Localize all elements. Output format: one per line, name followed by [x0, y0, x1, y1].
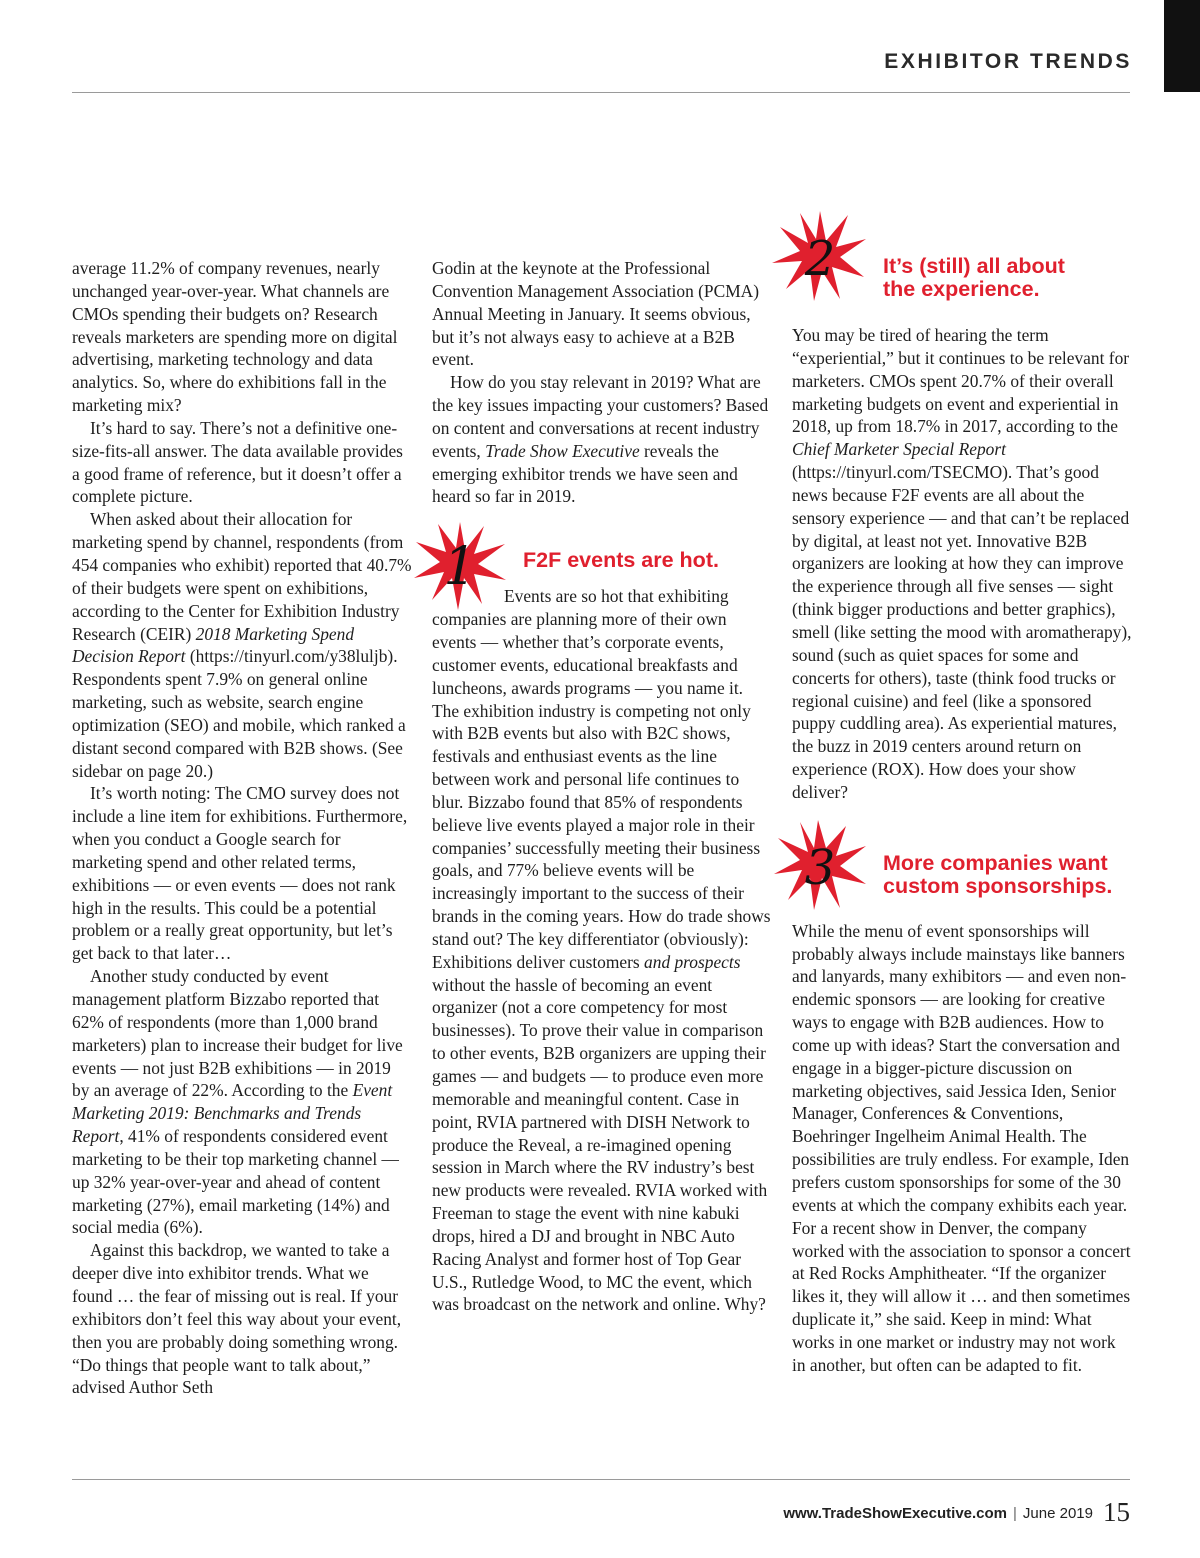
column-3	[792, 231, 1132, 1377]
heading-line: the experience.	[883, 277, 1040, 301]
red-splat-icon	[410, 514, 510, 614]
emphasis: and prospects	[644, 951, 741, 972]
paragraph	[432, 585, 772, 1316]
paragraph	[72, 508, 412, 782]
paragraph	[792, 324, 1132, 804]
paragraph: While the menu of event sponsorships will probably always include mainstays like banners and lanyards, many exhibitors — and even non-endemic sponsors — are looking for creative ways to engage with B2B audiences. How to come up with ideas? Start the conversation and engage in a bigger-picture discussion on marketing objectives, said Jessica Iden, Senior Manager, Conferences & Conventions, Boehringer Ingelheim Animal Health. The possibilities are truly endless. For example, Iden prefers custom sponsorships for some of the 30 events at which the company exhibits each year.	[792, 920, 1130, 1215]
paragraph: It’s hard to say. There’s not a definitive one-size-fits-all answer. The data available provides a good frame of reference, but it doesn’t offer a complete picture.	[72, 417, 403, 507]
red-splat-icon	[770, 205, 870, 305]
page-footer	[783, 1497, 1130, 1528]
paragraph: Godin at the keynote at the Professional Convention Management Association (PCMA) Annual Meeting in January. It seems obvious, but it’s not always easy to achieve at a B2B event.	[432, 258, 760, 370]
paragraph: It’s worth noting: The CMO survey does not include a line item for exhibitions. Furthermore, when you conduct a Google search for marketing spend and other related terms, exhibitions — or even events — does not rank high in the results. This could be a potential problem or a really great opportunity, but let’s get back to that later…	[72, 783, 408, 964]
text-run: You may be tired of hearing the term “experiential,” but it continues to be relevant for marketers. CMOs spent 20.7% of their overall marketing budgets on event and experiential in 2018, up from 18.7% in 2017, according to the	[792, 325, 1130, 437]
heading-line: It’s (still) all about	[883, 254, 1065, 278]
text-run: (https://tinyurl.com/y38luljb). Respondents spent 7.9% on general online marketing, such as website, search engine optimization (SEO) and mobile, which ranked a distant second compared with B2B shows. (See sidebar on page 20.)	[72, 646, 406, 781]
text-run: without the hassle of becoming an event organizer (not a core competency for most businesses). To prove their value in comparison to other events, B2B organizers are upping their games — and budgets — to produce even more memorable and meaningful content. Case in point, RVIA partnered with DISH Network to produce the Reveal, a re-imagined opening session in March where the RV industry’s best new products were revealed. RVIA worked with Freeman to stage the event with nine kabuki drops, hired a DJ and brought in NBC Auto Racing Analyst and former host of Top Gear U.S., Rutledge Wood, to MC the event, which was broadcast on the network and online. Why?	[432, 974, 768, 1315]
website-url: www.TradeShowExecutive.com	[783, 1505, 1008, 1522]
trend-2-header	[792, 231, 1132, 324]
text-run: Events are so hot that exhibiting companies are planning more of their own events — whether that’s corporate events, customer events, educational breakfasts and luncheons, awards programs — you name it. The exhibition industry is competing not only with B2B events but also with B2C shows, festivals and enthusiast events as the line between work and personal life continues to blur. Bizzabo found that 85% of respondents believe live events played a major role in their companies’ successfully meeting their business goals, and 77% believe events will be increasingly important to the success of their brands in the coming years. How do trade shows stand out? The key differentiator (obviously): Exhibitions deliver customers	[432, 586, 771, 972]
header-rule	[72, 92, 1130, 93]
text-run: (https://tinyurl.com/TSECMO). That’s good news because F2F events are all about the sensory experience — and that can’t be replaced by digital, at least not yet. Innovative B2B organizers are looking at how they can improve the experience through all five senses — sight (think bigger productions and better graphics), smell (like setting the mood with aromatherapy), sound (such as quiet spaces for some and concerts for others), taste (think food trucks or regional cuisine) and feel (like a sponsored puppy cuddling area). As experiential matures, the buzz in 2019 centers around return on experience (ROX). How does your show deliver?	[792, 462, 1132, 802]
report-title: 2018 Marketing Spend Decision Report	[72, 623, 355, 667]
text-run: reveals the emerging exhibitor trends we have seen and heard so far in 2019.	[432, 440, 738, 507]
paragraph	[72, 965, 412, 1239]
section-label: EXHIBITOR TRENDS	[884, 50, 1132, 73]
trend-heading	[883, 852, 1112, 898]
page-number: 15	[1103, 1497, 1130, 1527]
red-splat-icon	[770, 814, 870, 914]
text-run: When asked about their allocation for marketing spend by channel, respondents (from 454 companies who exhibit) reported that 40.7% of their budgets were spent on exhibitions, according to the Center for Exhibition Industry Research (CEIR)	[72, 509, 412, 644]
trend-3-header	[792, 804, 1132, 920]
text-run: How do you stay relevant in 2019? What are the key issues impacting your customers? Based on content and conversations at recent industry events,	[432, 372, 769, 461]
report-title: Chief Marketer Special Report	[792, 439, 1006, 460]
paragraph: Against this backdrop, we wanted to take a deeper dive into exhibitor trends. What we found … the fear of missing out is real. If your exhibitors don’t feel this way about your event, then you are probably doing something wrong. “Do things that people want to talk about,” advised Author Seth	[72, 1240, 402, 1398]
paragraph	[432, 371, 772, 508]
text-run: Another study conducted by event management platform Bizzabo reported that 62% of respondents (more than 1,000 brand marketers) plan to increase their budget for live events — not just B2B exhibitions — in 2019 by an average of 22%. According to the	[72, 966, 403, 1101]
section-tab-marker	[1164, 0, 1200, 92]
text-run: , 41% of respondents considered event marketing to be their top marketing channel — up 32% year-over-year and ahead of content marketing (27%), email marketing (14%) and social media (6%).	[72, 1126, 399, 1238]
footer-separator: |	[1013, 1505, 1017, 1522]
footer-rule	[72, 1479, 1130, 1480]
trend-number: 2	[804, 231, 836, 287]
heading-line: custom sponsorships.	[883, 873, 1113, 898]
trend-heading: F2F events are hot.	[523, 548, 719, 573]
column-1	[72, 257, 412, 1399]
paragraph: average 11.2% of company revenues, nearly unchanged year-over-year. What channels are CMOs spending their budgets on? Research reveals marketers are spending more on digital advertising, marketing technology and data analytics. So, where do exhibitions fall in the marketing mix?	[72, 258, 398, 416]
trend-number: 3	[804, 839, 836, 896]
trend-number: 1	[443, 537, 477, 598]
column-2	[432, 257, 772, 1316]
report-title: Event Marketing 2019: Benchmarks and Trends Report	[72, 1080, 393, 1147]
trend-heading	[883, 255, 1065, 301]
paragraph: For a recent show in Denver, the company worked with the association to sponsor a concert at Red Rocks Amphitheater. “If the organizer likes it, they will allow it … and then sometimes duplicate it,” she said. Keep in mind: What works in one market or industry may not work in another, but often can be adapted to fit.	[792, 1217, 1131, 1375]
publication-title: Trade Show Executive	[485, 440, 640, 461]
heading-line: More companies want	[883, 850, 1108, 875]
issue-date: June 2019	[1022, 1505, 1093, 1522]
